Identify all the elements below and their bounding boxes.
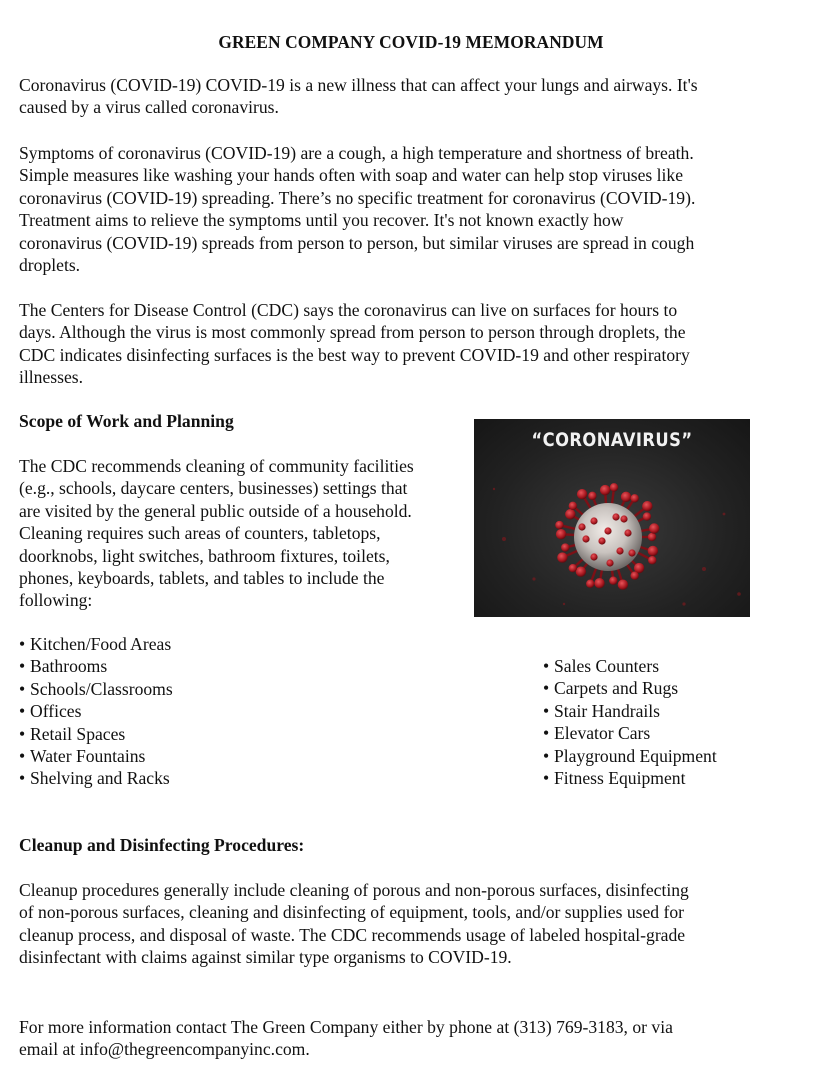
- virus-spike-head: [569, 564, 577, 572]
- right-area-list: [543, 655, 717, 789]
- virus-spike-head: [576, 566, 586, 576]
- symptoms-line: Simple measures like washing your hands often with soap and water can help stop viruses like: [19, 165, 684, 186]
- cdc-line: illnesses.: [19, 367, 84, 388]
- list-item: • Stair Handrails: [543, 700, 661, 721]
- list-item: • Fitness Equipment: [543, 768, 686, 789]
- virus-spike-head: [565, 509, 575, 519]
- virus-spike-head: [555, 521, 563, 529]
- virus-spike-head: [586, 580, 594, 588]
- bullet: •: [19, 678, 26, 699]
- contact-paragraph: [19, 1016, 803, 1061]
- list-item: • Water Fountains: [19, 746, 146, 767]
- virus-surface-spike: [628, 549, 635, 556]
- virus-spike-head: [648, 533, 656, 541]
- scope-line: following:: [19, 590, 93, 611]
- list-item: • Bathrooms: [19, 656, 108, 677]
- virus-spike-head: [588, 492, 596, 500]
- virus-spike-head: [609, 576, 617, 584]
- cdc-line: days. Although the virus is most commonly spread from person to person through droplets, the: [19, 322, 686, 343]
- list-item: • Retail Spaces: [19, 723, 126, 744]
- list-item: • Kitchen/Food Areas: [19, 634, 172, 654]
- virus-spike-head: [561, 543, 569, 551]
- scope-line: doorknobs, light switches, bathroom fixtures, toilets,: [19, 545, 390, 566]
- bullet: •: [19, 768, 26, 789]
- bullet: •: [543, 745, 550, 766]
- virus-surface-spike: [606, 559, 613, 566]
- bullet: •: [543, 723, 550, 744]
- bullet: •: [19, 723, 26, 744]
- virus-spike-head: [600, 485, 610, 495]
- cleanup-line: disinfectant with claims against similar type organisms to COVID-19.: [19, 947, 512, 968]
- cleanup-line: of non-porous surfaces, cleaning and disinfecting of equipment, tools, and/or supplies used for: [19, 902, 684, 923]
- virus-spike-head: [618, 580, 628, 590]
- contact-line: email at info@thegreencompanyinc.com.: [19, 1039, 310, 1060]
- virus-spike-head: [556, 529, 566, 539]
- virus-surface-spike: [612, 513, 619, 520]
- intro-line: caused by a virus called coronavirus.: [19, 97, 279, 118]
- scope-line: (e.g., schools, daycare centers, businesses) settings that: [19, 478, 408, 499]
- cleanup-paragraph: [19, 879, 803, 969]
- bullet: •: [19, 656, 26, 677]
- virus-spike-head: [649, 523, 659, 533]
- virus-surface-spike: [620, 515, 627, 522]
- cleanup-line: Cleanup procedures generally include cleaning of porous and non-porous surfaces, disinfecting: [19, 880, 689, 900]
- virus-spike-head: [648, 546, 658, 556]
- virus-surface-spike: [604, 527, 611, 534]
- left-area-list: [19, 633, 173, 790]
- virus-surface-spike: [598, 537, 605, 544]
- memo-title: GREEN COMPANY COVID-19 MEMORANDUM: [218, 32, 604, 52]
- list-item: • Sales Counters: [543, 656, 660, 676]
- symptoms-line: droplets.: [19, 255, 81, 276]
- scope-line: phones, keyboards, tablets, and tables to include the: [19, 568, 385, 589]
- bullet: •: [19, 746, 26, 767]
- virus-spike-head: [648, 556, 656, 564]
- list-item: • Carpets and Rugs: [543, 678, 679, 699]
- scope-line: Cleaning requires such areas of counters, tabletops,: [19, 523, 381, 544]
- list-item: • Playground Equipment: [543, 745, 717, 766]
- intro-paragraph: [19, 74, 803, 119]
- cdc-line: CDC indicates disinfecting surfaces is the best way to prevent COVID-19 and other respiratory: [19, 344, 690, 365]
- scope-line: are visited by the general public outside of a household.: [19, 500, 412, 521]
- virus-spike-head: [643, 512, 651, 520]
- list-item: • Schools/Classrooms: [19, 678, 173, 699]
- virus-spike-head: [630, 571, 638, 579]
- symptoms-line: Treatment aims to relieve the symptoms until you recover. It's not known exactly how: [19, 210, 624, 231]
- symptoms-line: Symptoms of coronavirus (COVID-19) are a cough, a high temperature and shortness of breath.: [19, 143, 694, 163]
- symptoms-paragraph: [19, 142, 803, 276]
- virus-surface-spike: [590, 517, 597, 524]
- list-item: • Elevator Cars: [543, 723, 651, 744]
- virus-surface-spike: [578, 523, 585, 530]
- intro-line: Coronavirus (COVID-19) COVID-19 is a new illness that can affect your lungs and airways. It's: [19, 75, 698, 95]
- bullet: •: [543, 768, 550, 789]
- virus-surface-spike: [616, 547, 623, 554]
- virus-surface-spike: [582, 535, 589, 542]
- virus-spike-head: [610, 483, 618, 491]
- list-item: • Shelving and Racks: [19, 768, 170, 789]
- bullet: •: [19, 634, 26, 654]
- coronavirus-image: [474, 419, 750, 617]
- scope-paragraph: [19, 455, 459, 612]
- virus-surface-spike: [624, 529, 631, 536]
- virus-spike-head: [569, 502, 577, 510]
- scope-line: The CDC recommends cleaning of community facilities: [19, 456, 414, 476]
- cleanup-line: cleanup process, and disposal of waste. The CDC recommends usage of labeled hospital-grade: [19, 924, 686, 945]
- figure-caption: “CORONAVIRUS”: [531, 429, 693, 451]
- virus-spike-head: [594, 578, 604, 588]
- contact-line: For more information contact The Green Company either by phone at (313) 769-3183, or via: [19, 1017, 673, 1037]
- virus-spike-head: [630, 494, 638, 502]
- bullet: •: [19, 701, 26, 722]
- bullet: •: [543, 656, 550, 676]
- bullet: •: [543, 678, 550, 699]
- cdc-paragraph: [19, 299, 803, 389]
- virus-spike-head: [557, 552, 567, 562]
- bullet: •: [543, 700, 550, 721]
- virus-spike-head: [621, 492, 631, 502]
- symptoms-line: coronavirus (COVID-19) spreads from person to person, but similar viruses are spread in cough: [19, 232, 695, 253]
- virus-spike-head: [577, 489, 587, 499]
- scope-heading: Scope of Work and Planning: [19, 411, 234, 431]
- virus-spike-head: [642, 501, 652, 511]
- list-item: • Offices: [19, 701, 82, 722]
- virus-surface-spike: [590, 553, 597, 560]
- cleanup-heading: Cleanup and Disinfecting Procedures:: [19, 835, 305, 855]
- symptoms-line: coronavirus (COVID-19) spreading. There’s no specific treatment for coronavirus (COVID-19).: [19, 187, 696, 208]
- cdc-line: The Centers for Disease Control (CDC) says the coronavirus can live on surfaces for hours to: [19, 300, 678, 320]
